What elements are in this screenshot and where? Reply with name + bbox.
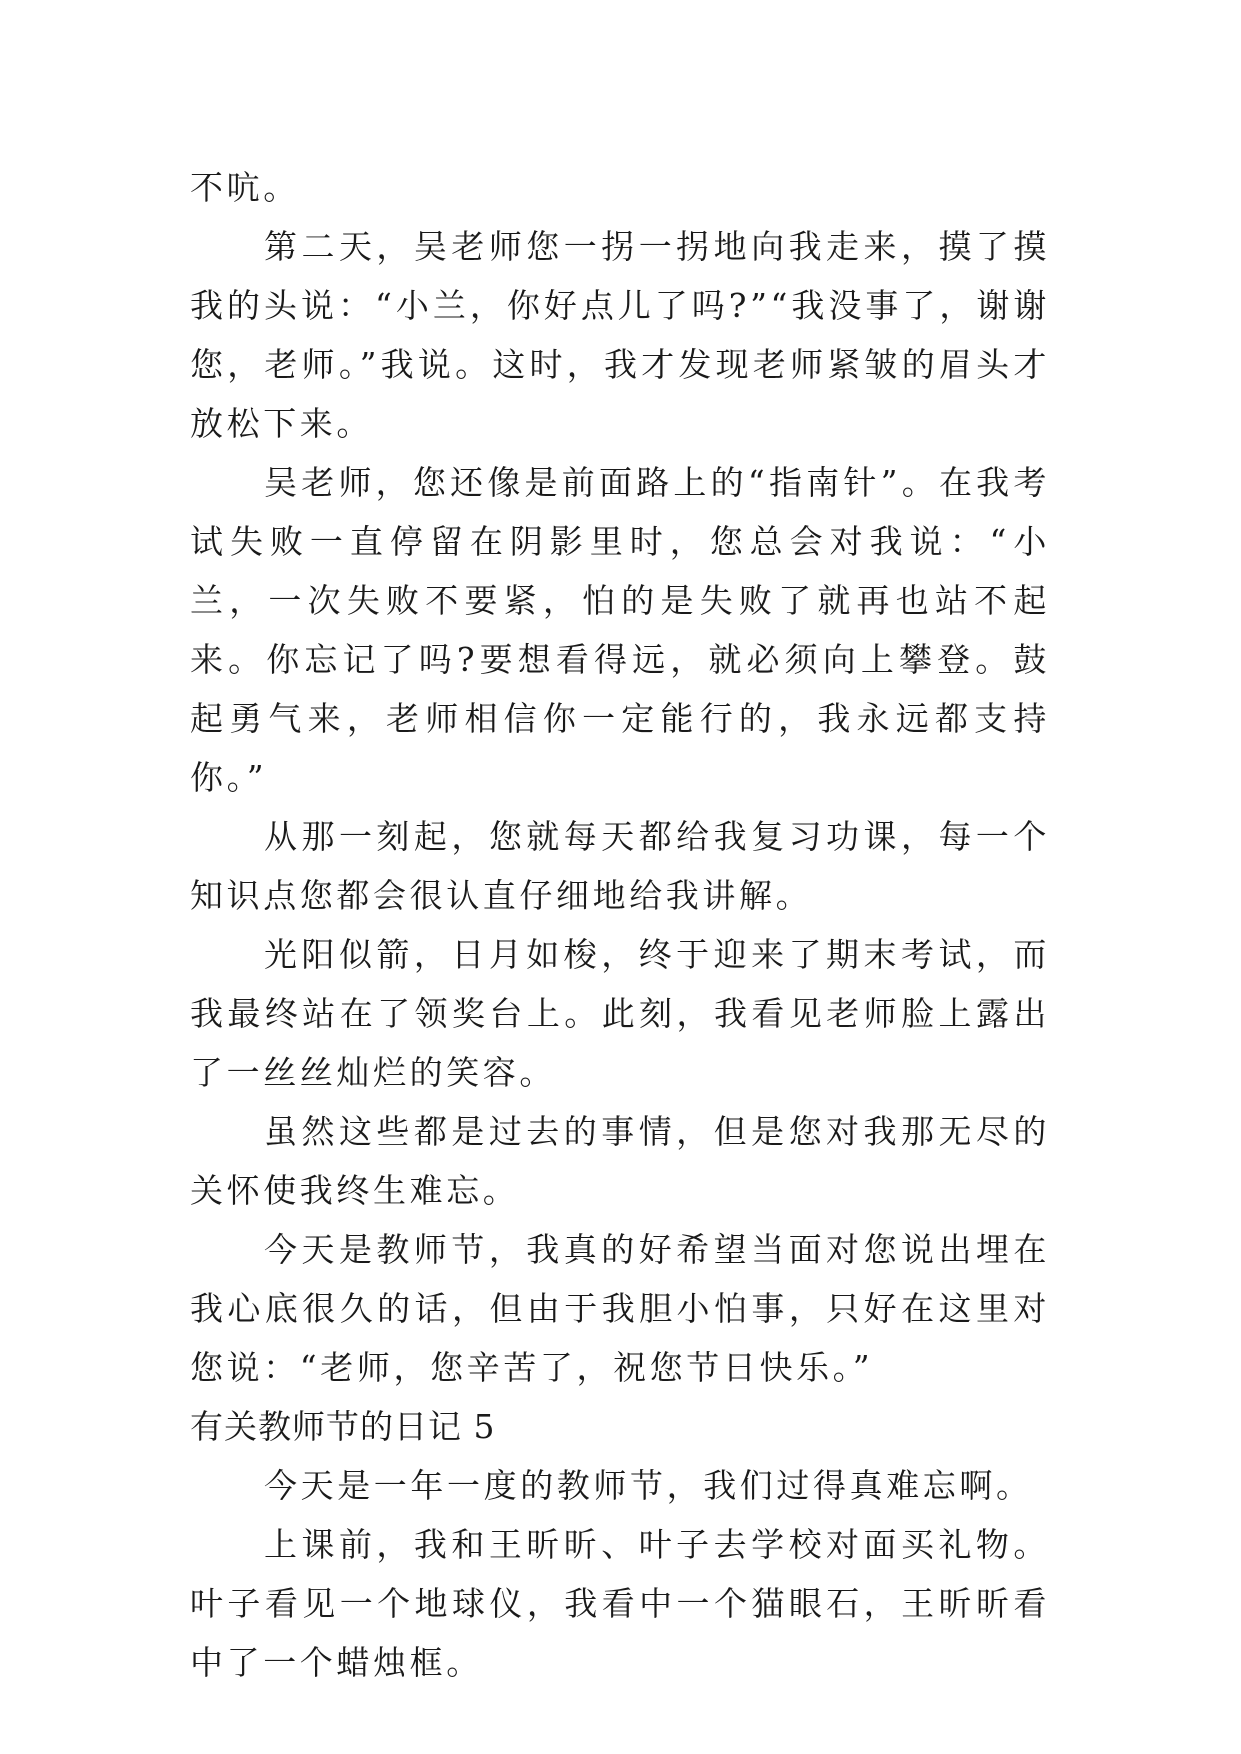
paragraph-3: 吴老师，您还像是前面路上的“指南针”。在我考试失败一直停留在阴影里时，您总会对我说：“小兰，一次失败不要紧，怕的是失败了就再也站不起来。你忘记了吗?要想看得远，就必须向上攀登。鼓起勇气来，老师相信你一定能行的，我永远都支持你。” — [190, 463, 1050, 797]
section-heading: 有关教师节的日记 5 — [190, 1407, 496, 1446]
paragraph-6: 虽然这些都是过去的事情，但是您对我那无尽的关怀使我终生难忘。 — [190, 1112, 1050, 1210]
document-page — [190, 158, 1050, 1692]
paragraph-7: 今天是教师节，我真的好希望当面对您说出埋在我心底很久的话，但由于我胆小怕事，只好在这里对您说：“老师，您辛苦了，祝您节日快乐。” — [190, 1230, 1050, 1387]
paragraph-2: 第二天，吴老师您一拐一拐地向我走来，摸了摸我的头说：“小兰，你好点儿了吗?”“我没事了，谢谢您，老师。”我说。这时，我才发现老师紧皱的眉头才放松下来。 — [190, 227, 1050, 443]
paragraph-1: 不吭。 — [190, 168, 300, 207]
paragraph-4: 从那一刻起，您就每天都给我复习功课，每一个知识点您都会很认直仔细地给我讲解。 — [190, 817, 1050, 915]
paragraph-8: 今天是一年一度的教师节，我们过得真难忘啊。 — [264, 1466, 1033, 1505]
paragraph-9: 上课前，我和王昕昕、叶子去学校对面买礼物。叶子看见一个地球仪，我看中一个猫眼石，王昕昕看中了一个蜡烛框。 — [190, 1525, 1050, 1682]
paragraph-5: 光阳似箭，日月如梭，终于迎来了期末考试，而我最终站在了领奖台上。此刻，我看见老师脸上露出了一丝丝灿烂的笑容。 — [190, 935, 1050, 1092]
